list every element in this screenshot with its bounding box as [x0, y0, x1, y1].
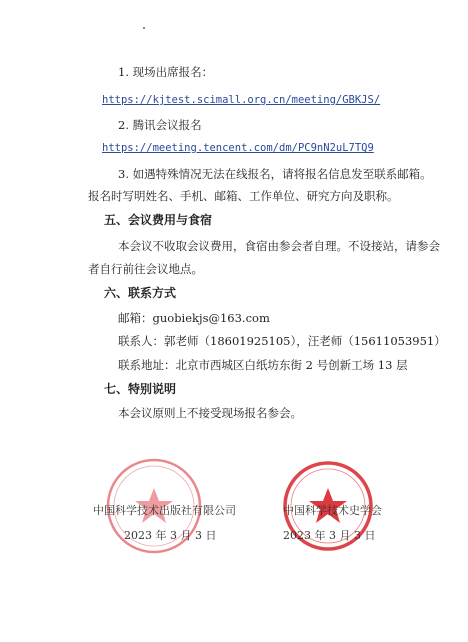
- publisher-date: 2023 年 3 月 3 日: [124, 529, 217, 542]
- stray-mark: [143, 27, 145, 29]
- onsite-registration-link[interactable]: [102, 91, 380, 108]
- registration-item-onsite: 1. 现场出席报名：: [118, 65, 214, 79]
- contact-persons: 联系人：郭老师（18601925105），汪老师（15611053951）: [118, 334, 446, 348]
- onsite-link-text[interactable]: https://kjtest.scimall.org.cn/meeting/GBKJS/: [102, 94, 381, 106]
- fees-paragraph-line1: 本会议不收取会议费用，食宿由参会者自理。不设接站，请参会: [118, 239, 440, 253]
- registration-item-email: 3. 如遇特殊情况无法在线报名，请将报名信息发至联系邮箱。: [118, 167, 432, 181]
- society-date: 2023 年 3 月 3 日: [283, 529, 376, 542]
- section-heading-fees: 五、会议费用与食宿: [104, 213, 213, 227]
- society-name: 中国科学技术史学会: [283, 504, 382, 517]
- section-heading-contact: 六、联系方式: [104, 286, 177, 300]
- fees-paragraph-line2: 者自行前往会议地点。: [88, 262, 203, 276]
- tencent-link-text[interactable]: https://meeting.tencent.com/dm/PC9nN2uL7TQ9: [102, 142, 374, 154]
- contact-address: 联系地址：北京市西城区白纸坊东街 2 号创新工场 13 层: [118, 358, 408, 372]
- tencent-meeting-link[interactable]: [102, 139, 374, 156]
- publisher-name: 中国科学技术出版社有限公司: [93, 504, 236, 517]
- registration-item-tencent: 2. 腾讯会议报名: [118, 118, 202, 132]
- registration-item-email-cont: 报名时写明姓名、手机、邮箱、工作单位、研究方向及职称。: [88, 189, 399, 203]
- notes-paragraph: 本会议原则上不接受现场报名参会。: [118, 406, 302, 420]
- contact-email: 邮箱：guobiekjs@163.com: [118, 311, 270, 325]
- section-heading-notes: 七、特别说明: [104, 382, 177, 396]
